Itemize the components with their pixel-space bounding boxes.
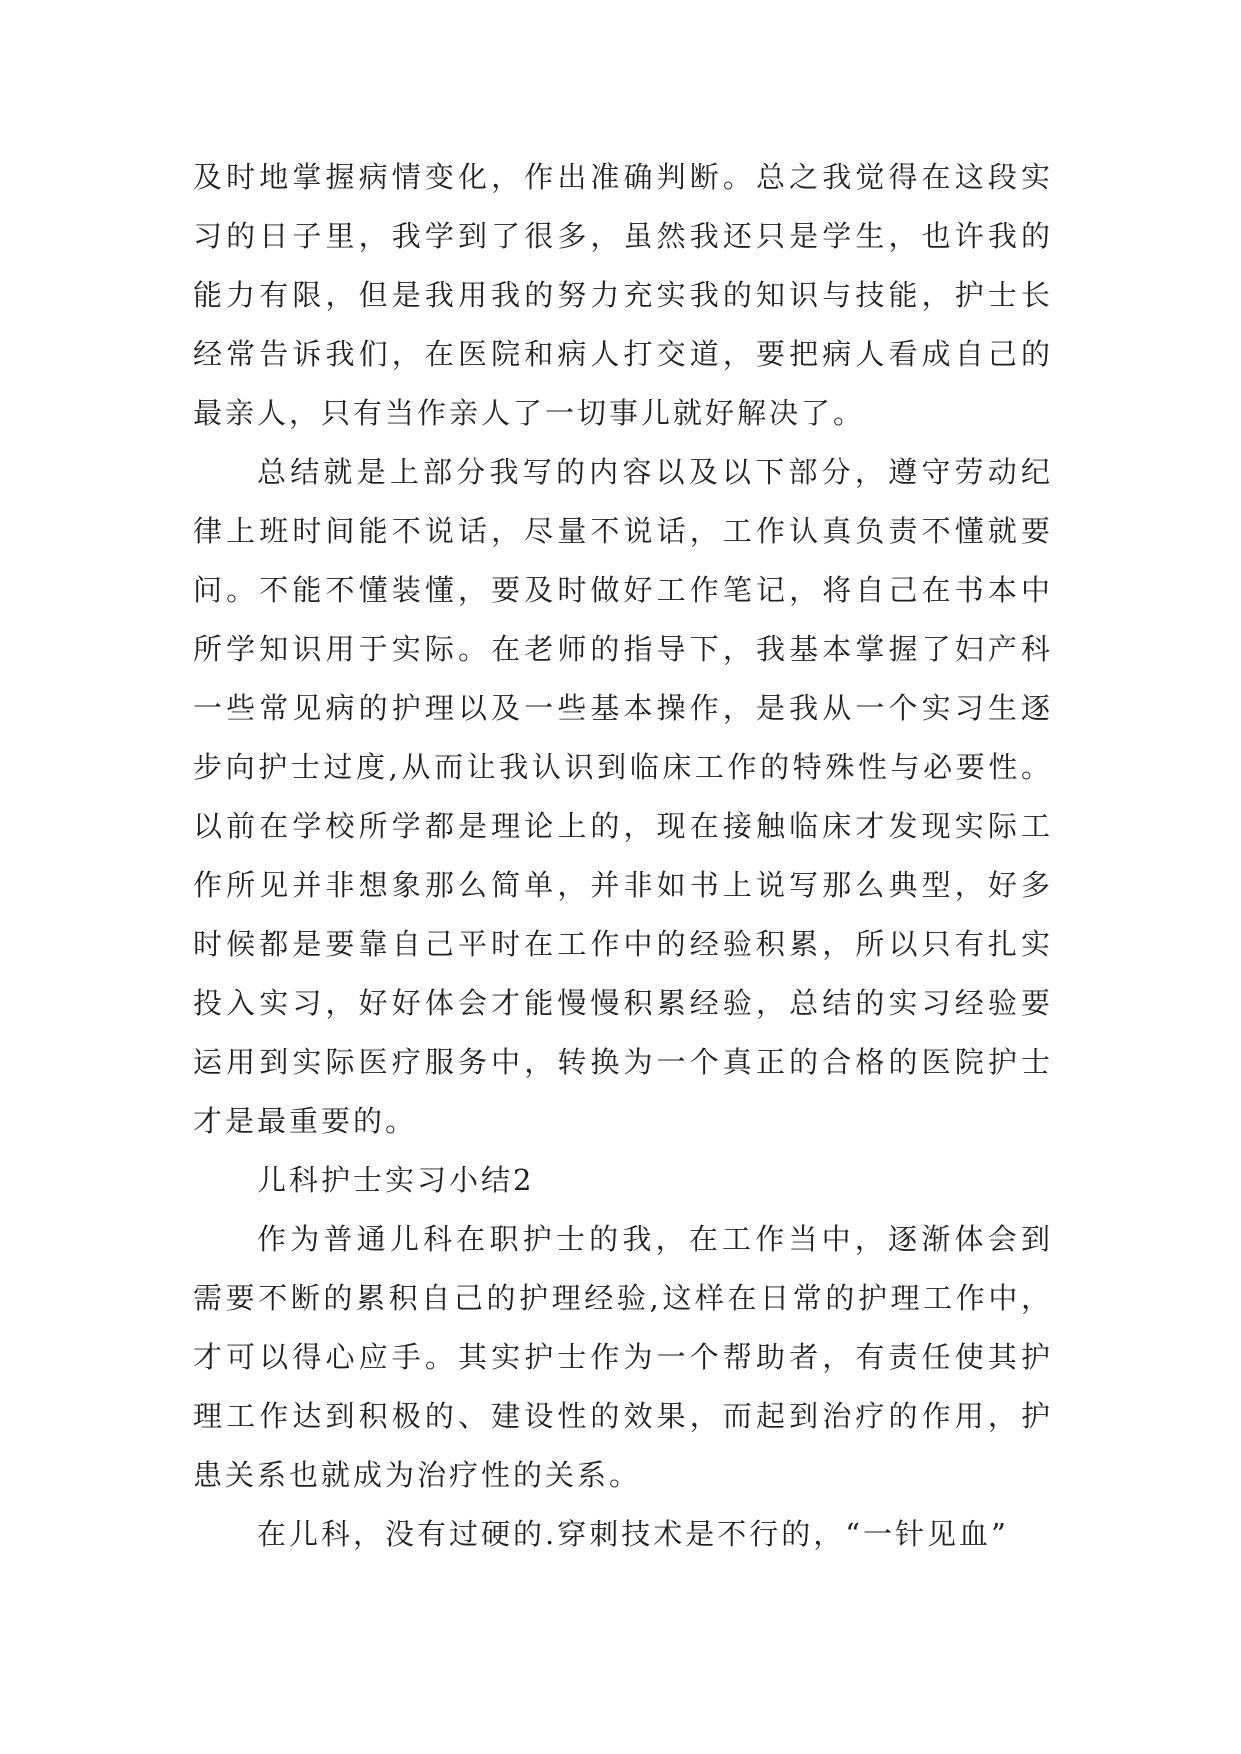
section-heading: 儿科护士实习小结2 [257, 1163, 535, 1197]
paragraph-2: 总结就是上部分我写的内容以及以下部分，遵守劳动纪律上班时间能不说话，尽量不说话，工作认真负责不懂就要问。不能不懂装懂，要及时做好工作笔记，将自己在书本中所学知识用于实际。在老师的指导下，我基本掌握了妇产科一些常见病的护理以及一些基本操作，是我从一个实习生逐步向护士过度,从而让我认识到临床工作的特殊性与必要性。以前在学校所学都是理论上的，现在接触临床才发现实际工作所见并非想象那么简单，并非如书上说写那么典型，好多时候都是要靠自己平时在工作中的经验积累，所以只有扎实投入实习，好好体会才能慢慢积累经验，总结的实习经验要运用到实际医疗服务中，转换为一个真正的合格的医院护士才是最重要的。 [193, 455, 1053, 1138]
paragraph-3: 作为普通儿科在职护士的我，在工作当中，逐渐体会到需要不断的累积自己的护理经验,这样在日常的护理工作中，才可以得心应手。其实护士作为一个帮助者，有责任使其护理工作达到积极的、建设性的效果，而起到治疗的作用，护患关系也就成为治疗性的关系。 [193, 1222, 1053, 1492]
paragraph-1: 及时地掌握病情变化，作出准确判断。总之我觉得在这段实习的日子里，我学到了很多，虽然我还只是学生，也许我的能力有限，但是我用我的努力充实我的知识与技能，护士长经常告诉我们，在医院和病人打交道，要把病人看成自己的最亲人，只有当作亲人了一切事儿就好解决了。 [193, 160, 1053, 430]
paragraph-4: 在儿科，没有过硬的.穿刺技术是不行的，“一针见血” [257, 1517, 1009, 1551]
document-body [193, 148, 1053, 1564]
